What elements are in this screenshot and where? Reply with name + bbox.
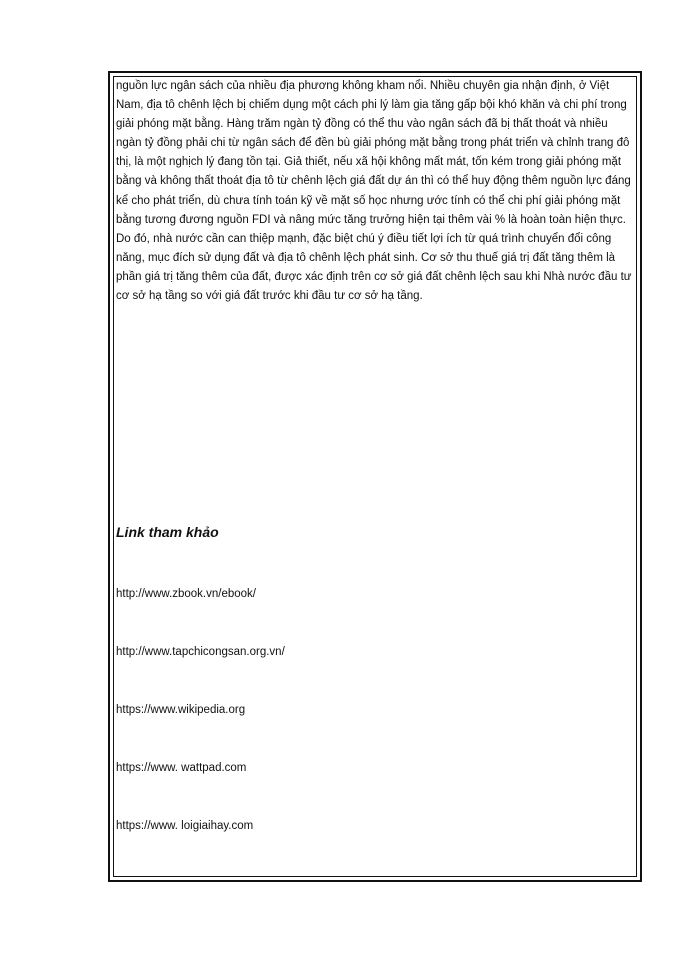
reference-link-loigiaihay[interactable]: https://www. loigiaihay.com [116, 820, 254, 832]
body-paragraph: nguồn lực ngân sách của nhiều địa phương không kham nổi. Nhiều chuyên gia nhận định, ở Việt Nam, địa tô chênh lệch bị chiếm dụng một cách phi lý làm gia tăng gấp bội khó khăn và chi phí trong giải phóng mặt bằng. Hàng trăm ngàn tỷ đồng có thể thu vào ngân sách đã bị thất thoát và nhiều ngàn tỷ đồng phải chi từ ngân sách để đền bù giải phóng mặt bằng trong phát triển và chỉnh trang đô thị, là một nghịch lý đang tồn tại. Giả thiết, nếu xã hội không mất mát, tốn kém trong giải phóng mặt bằng và không thất thoát địa tô từ chênh lệch giá đất dự án thì có thể huy động thêm nguồn lực đáng kể cho phát triển, dù chưa tính toán kỹ về mặt số học nhưng ước tính có thể chi phí giải phóng mặt bằng tương đương nguồn FDI và nâng mức tăng trưởng hiện tại thêm vài % là hoàn toàn hiện thực. Do đó, nhà nước cần can thiệp mạnh, đặc biệt chú ý điều tiết lợi ích từ quá trình chuyển đổi công năng, mục đích sử dụng đất và địa tô chênh lệch phát sinh. Cơ sở thu thuế giá trị đất tăng thêm là phần giá trị tăng thêm của đất, được xác định trên cơ sở giá đất chênh lệch sau khi Nhà nước đầu tư cơ sở hạ tầng so với giá đất trước khi đầu tư cơ sở hạ tầng. [116, 80, 632, 303]
reference-link-tapchicongsan[interactable]: http://www.tapchicongsan.org.vn/ [116, 646, 285, 658]
reference-link-wikipedia[interactable]: https://www.wikipedia.org [116, 704, 246, 716]
references-list [116, 586, 285, 876]
references-heading: Link tham khảo [116, 524, 219, 540]
reference-link-zbook[interactable]: http://www.zbook.vn/ebook/ [116, 588, 256, 600]
reference-link-wattpad[interactable]: https://www. wattpad.com [116, 762, 247, 774]
